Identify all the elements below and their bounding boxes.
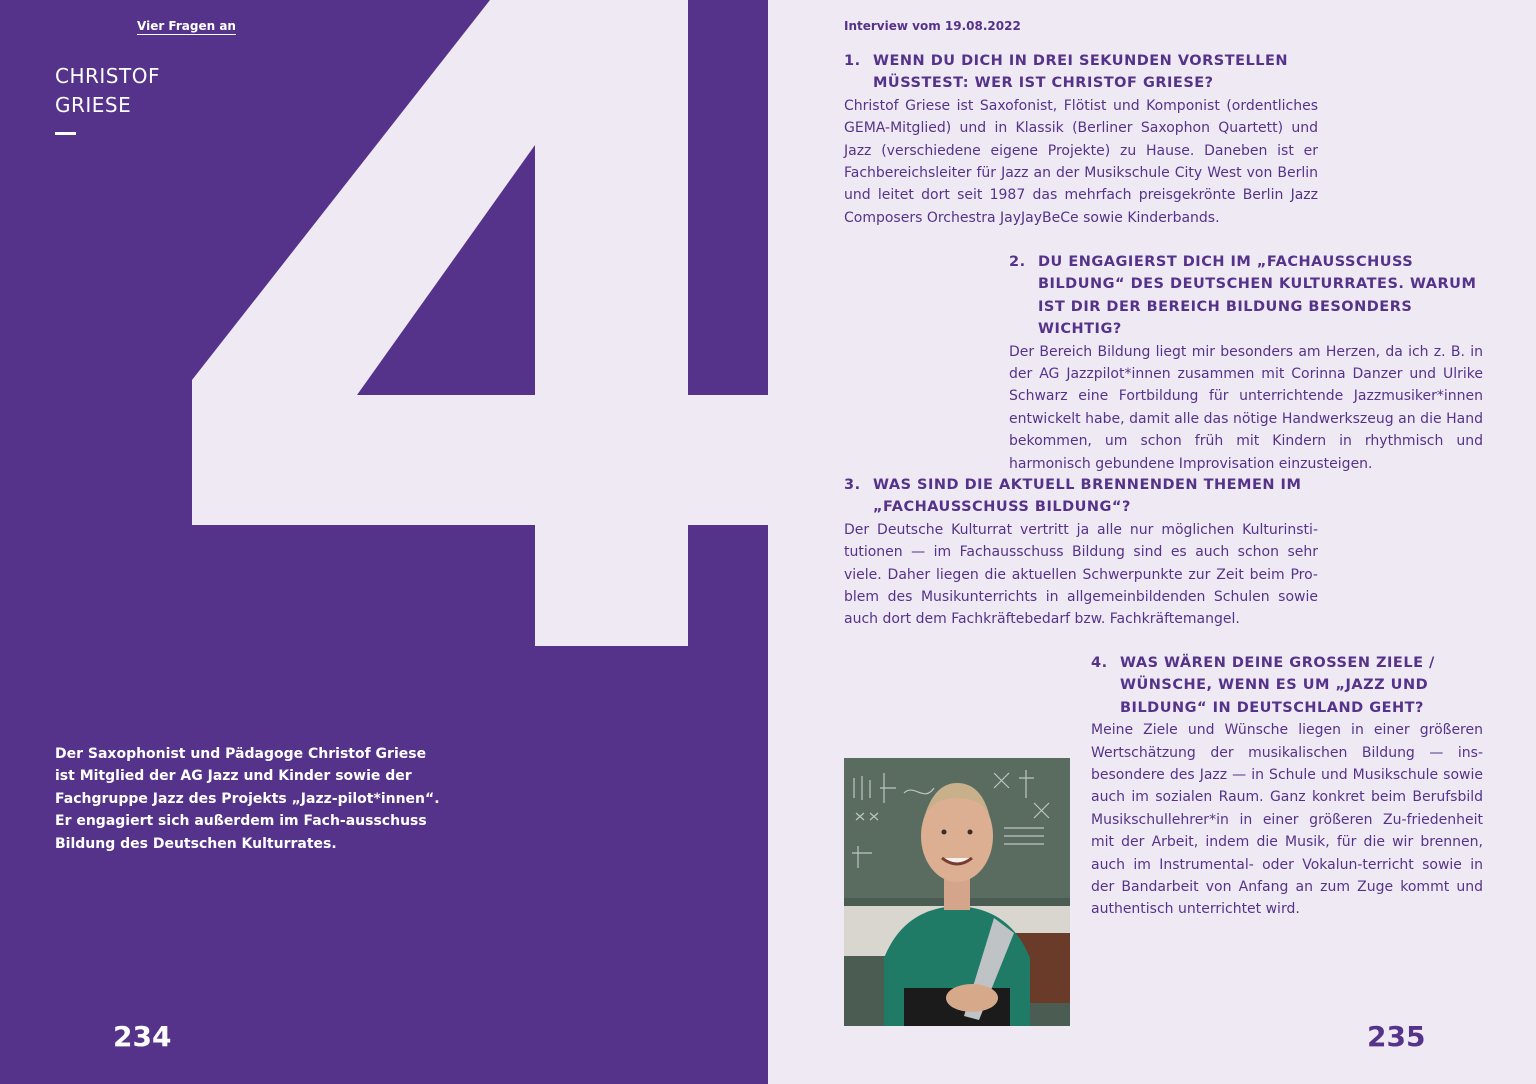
question-text: WENN DU DICH IN DREI SEKUNDEN VORSTELLEN MÜSSTEST: WER IST CHRISTOF GRIESE? — [873, 53, 1289, 92]
person-name-heading — [55, 62, 315, 120]
question-text: WAS SIND DIE AKTUELL BRENNENDEN THEMEN IM „FACHAUSSCHUSS BILDUNG“? — [873, 477, 1302, 516]
answer-text: Meine Ziele und Wünsche liegen in einer größeren Wertschätzung der musikalischen Bildung — ins-besondere des Jazz — in Schule und Musikschule sowie auch im sozialen Raum. Ganz konkret beim Berufsbild Musikschullehrer*in in einer größeren Zu-friedenheit mit der Arbeit, indem die Musik, für die wir brennen, auch im Instrumental- oder Vokalun-terricht sowie in der Bandarbeit von Anfang an zum Zuge kommt und authentisch unterrichtet wird. — [1091, 722, 1483, 918]
question-number: 2. — [1009, 254, 1026, 270]
question-number: 3. — [844, 477, 861, 493]
portrait-illustration — [844, 758, 1070, 1026]
page-number-left: 234 — [113, 1020, 172, 1053]
question-heading — [844, 50, 1318, 95]
question-block-4 — [1091, 652, 1483, 921]
question-block-1 — [844, 50, 1318, 229]
section-label: Vier Fragen an — [137, 19, 236, 33]
question-heading — [844, 474, 1318, 519]
question-heading — [1091, 652, 1483, 719]
question-number: 1. — [844, 53, 861, 69]
question-text: DU ENGAGIERST DICH IM „FACHAUSSCHUSS BILDUNG“ DES DEUTSCHEN KULTURRATES. WARUM IST DIR DER BEREICH BILDUNG BESONDERS WICHTIG? — [1038, 254, 1477, 338]
question-block-2 — [1009, 251, 1483, 475]
interview-date: Interview vom 19.08.2022 — [844, 19, 1021, 33]
page-number-right: 235 — [1367, 1020, 1426, 1053]
answer-text: Der Deutsche Kulturrat vertritt ja alle nur möglichen Kulturinsti-tutionen — im Fachausschuss Bildung sind es auch schon sehr viele. Daher liegen die aktuellen Schwerpunkte zur Zeit beim Pro-blem des Musikunterrichts in allgemeinbildenden Schulen sowie auch dort dem Fachkräftebedarf bzw. Fachkräftemangel. — [844, 521, 1318, 628]
intro-paragraph: Der Saxophonist und Pädagoge Christof Griese ist Mitglied der AG Jazz und Kinder sowie der Fachgruppe Jazz des Projekts „Jazz-pilot*innen“. Er engagiert sich außerdem im Fach-ausschuss Bildung des Deutschen Kulturrates. — [55, 746, 440, 852]
name-line-first: CHRISTOF — [55, 64, 160, 88]
answer-text: Der Bereich Bildung liegt mir besonders am Herzen, da ich z. B. in der AG Jazzpilot*innen zusammen mit Corinna Danzer und Ulrike Schwarz eine Fortbildung für unterrichtende Jazzmusiker*innen entwickelt habe, damit alle das nötige Handwerkszeug an die Hand bekommen, um schon früh mit Kindern in rhythmisch und harmonisch gebundene Improvisation einzusteigen. — [1009, 343, 1483, 472]
portrait-photo — [844, 758, 1070, 1026]
question-number: 4. — [1091, 655, 1108, 671]
answer-text: Christof Griese ist Saxofonist, Flötist und Komponist (ordentliches GEMA-Mitglied) und in Klassik (Berliner Saxophon Quartett) und Jazz (verschiedene eigene Projekte) zu Hause. Daneben ist er Fachbereichsleiter für Jazz an der Musikschule City West von Berlin und leitet dort seit 1987 das mehrfach preisgekrönte Berlin Jazz Composers Orchestra JayJayBeCe sowie Kinderbands. — [844, 97, 1318, 226]
question-text: WAS WÄREN DEINE GROSSEN ZIELE / WÜNSCHE, WENN ES UM „JAZZ UND BILDUNG“ IN DEUTSCHLAND GEHT? — [1120, 655, 1435, 716]
question-heading — [1009, 251, 1483, 341]
name-line-last: GRIESE — [55, 93, 132, 117]
heading-dash-divider — [55, 132, 76, 135]
question-block-3 — [844, 474, 1318, 631]
